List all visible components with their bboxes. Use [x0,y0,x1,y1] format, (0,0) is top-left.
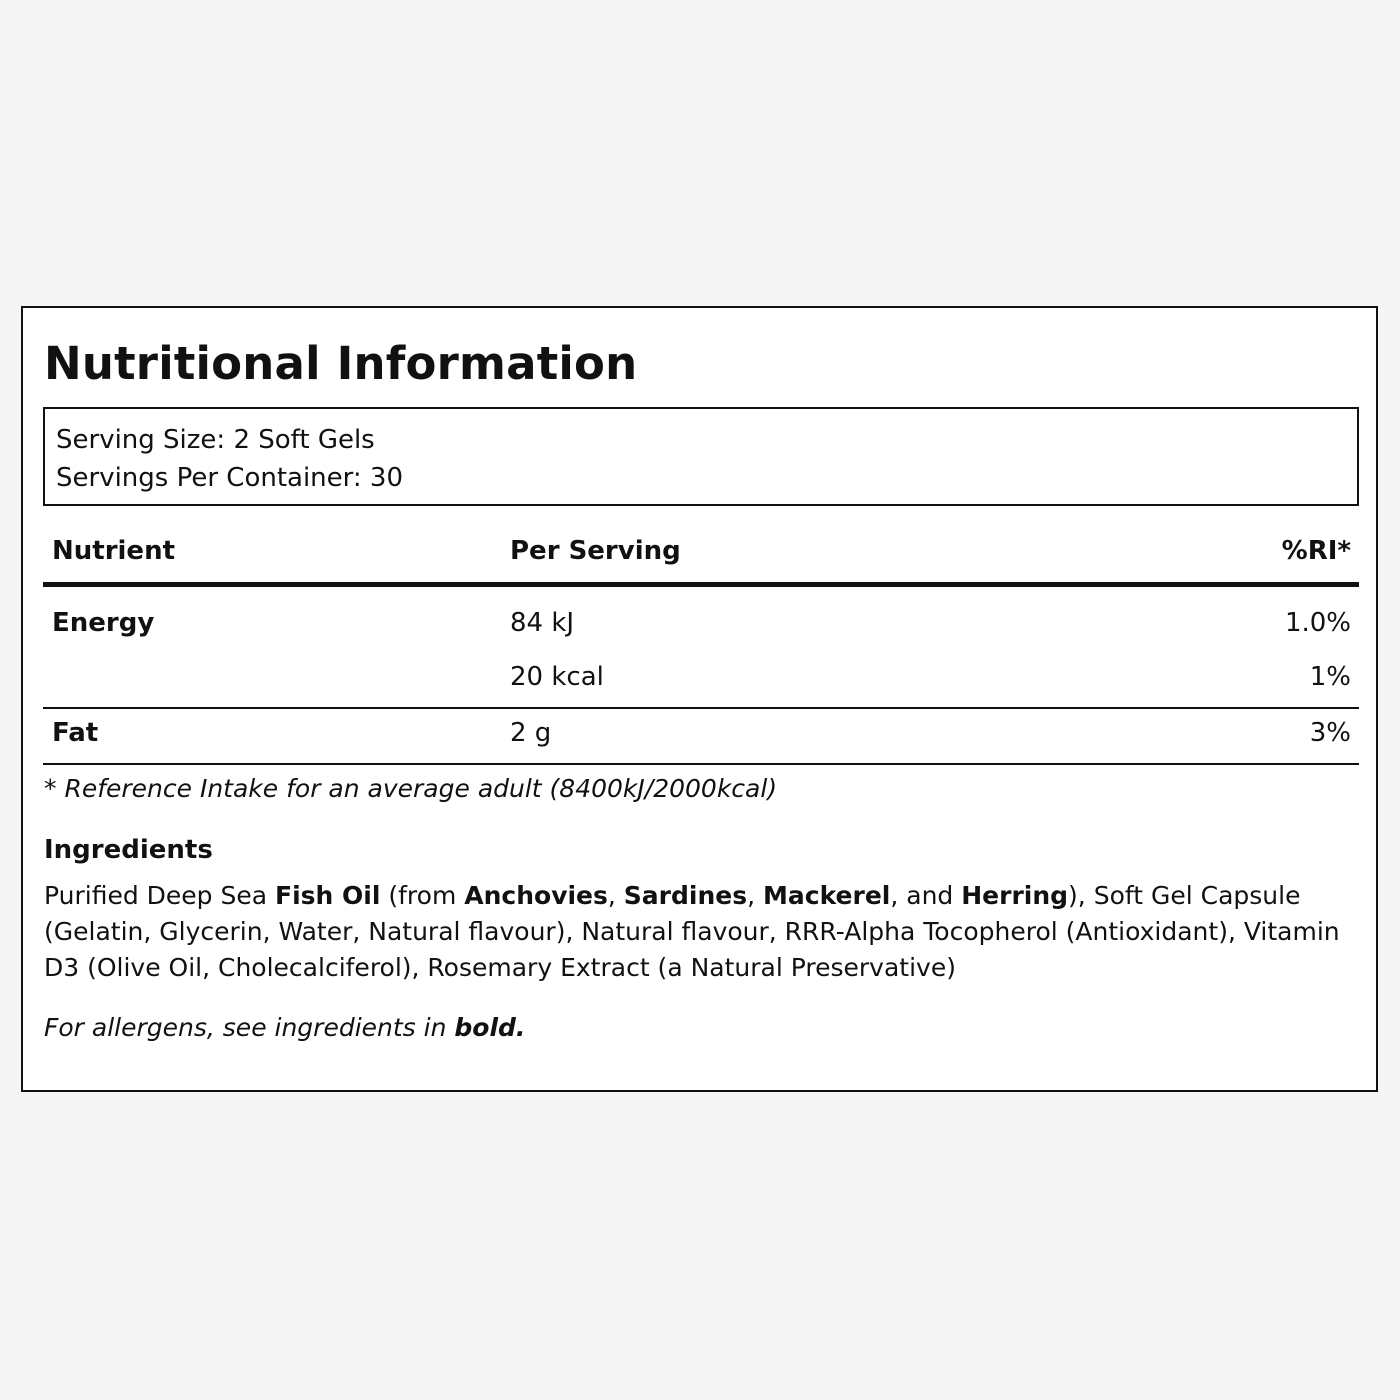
allergen-ingredient: Herring [961,881,1069,910]
ingredient-text: , [747,881,764,910]
ingredients-heading: Ingredients [44,835,213,865]
ingredient-text: ), Soft Gel Capsule (Gelatin, Glycerin, Water, Natural flavour), Natural flavour, RRR-Alpha Tocopherol (Antioxidant), Vitamin D3 (Olive Oil, Cholecalciferol), Rosemary Extract (a Natural Preservative) [44,881,1340,982]
reference-intake-footnote: * Reference Intake for an average adult (8400kJ/2000kcal) [44,774,778,803]
fat-ri: 3% [1309,718,1351,748]
column-header-ri: %RI* [1281,536,1351,566]
nutrient-name-energy: Energy [52,608,155,638]
ingredient-text: (from [380,881,465,910]
allergen-ingredient: Sardines [623,881,748,910]
column-header-per-serving: Per Serving [510,536,681,566]
ingredient-text: Purified Deep Sea [44,881,275,910]
ingredients-list [44,878,1354,986]
energy-kj-ri: 1.0% [1284,608,1351,638]
table-header-row [43,530,1359,582]
nutrition-label-panel [21,306,1378,1092]
allergen-note-text: For allergens, see ingredients in [44,1013,455,1042]
allergen-ingredient: Mackerel [763,881,891,910]
table-row-fat [43,709,1359,765]
column-header-nutrient: Nutrient [52,536,176,566]
energy-kj-amount: 84 kJ [510,608,575,638]
ingredient-text: , and [890,881,962,910]
fat-amount: 2 g [510,718,552,748]
serving-size: Serving Size: 2 Soft Gels [56,425,375,455]
serving-info-box [43,407,1359,506]
allergen-ingredient: Fish Oil [275,881,381,910]
energy-kcal-amount: 20 kcal [510,662,604,692]
table-row-energy [43,587,1359,709]
energy-kcal-ri: 1% [1309,662,1351,692]
allergen-note-emphasis: bold. [454,1013,526,1042]
allergen-ingredient: Anchovies [464,881,608,910]
servings-per-container: Servings Per Container: 30 [56,463,404,493]
page-title: Nutritional Information [44,337,638,390]
allergen-note [44,1011,525,1045]
ingredient-text: , [607,881,624,910]
nutrition-table [43,530,1359,765]
nutrient-name-fat: Fat [52,718,99,748]
